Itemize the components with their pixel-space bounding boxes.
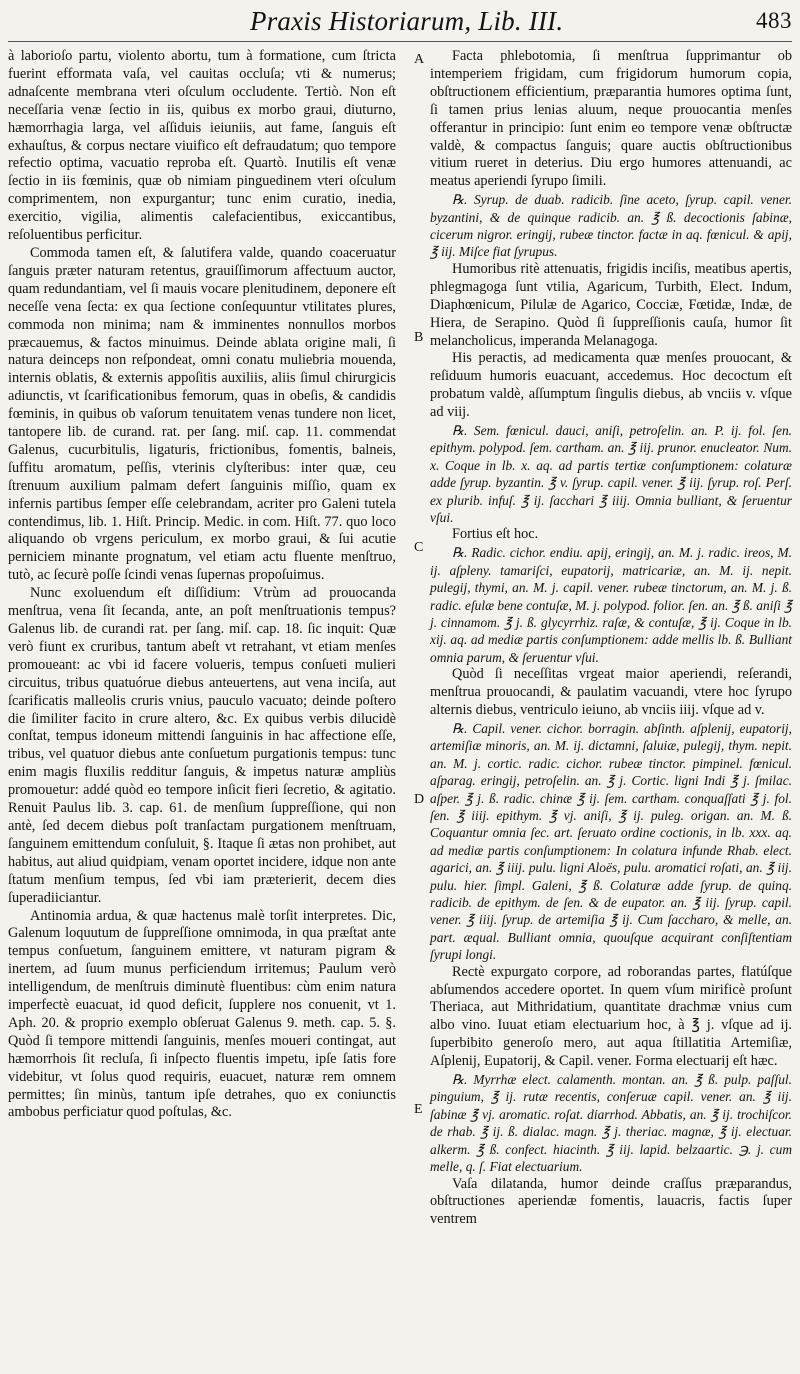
recipe-paragraph: ℞. Myrrhæ elect. calamenth. montan. an. ℥ ß. pulp. paſſul. pinguium, ℥ ij. rutæ recentis, conſeruæ capil. vener. an. ℥ iij. ſabinæ ℥ vj. aromatic. roſat. diarrhod. Abbatis, an. ℥ ij. trochiſcor. de rhab. ℥ ij. ß. dialac. magn. ℥ j. theriac. magnæ, ℥ ij. electuar. alkerm. ℥ ß. confect. hiacinth. ℥ iij. lapid. belzaartic. ℈. j. cum melle, q. ſ. Fiat electuarium. [430, 1072, 792, 1175]
left-column [8, 48, 396, 1122]
paragraph: Humoribus ritè attenuatis, frigidis inciſis, meatibus apertis, phlegmagoga ſunt vtilia, Agaricum, Turbith, Elect. Indum, Diaphœnicum, Pilulæ de Agarico, Cocciæ, Fœtidæ, Indæ, de Hiera, de Serapino. Quòd ſi ſuppreſſionis cauſa, humor ſit melancholicus, imperanda Melanagoga. [430, 260, 792, 349]
paragraph: Antinomia ardua, & quæ hactenus malè torſit interpretes. Dic, Galenum loquutum de ſuppreſſione omnimoda, in qua præſtat ante tempus conſuetum, ſanguinem emittere, vt naturam pigram & inertem, ad ſuum munus perficiendum irritemus; Paulum verò intelligendum, de menſtruis diminutè fluentibus: cùm enim natura imperfectè euacuat, id quod deficit, ſupplere nos conuenit, vt 1. Aph. 20. & proprio exemplo obſeruat Galenus 9. meth. cap. 5. §. Quòd ſi tempore mittendi ſanguinis, menſes moueri contingat, aut hæmorrhois ſit recluſa, ſi inſpecto fluentis impetu, ipſe ſatis fore videbitur, vt ſolus quod requiris, euacuet, naturæ rem omnem permittes; ſin minùs, tantum ipſe detrahes, quo ex coniunctis ambobus perficiatur quod poſtulas, &c. [8, 907, 396, 1121]
page-header [0, 4, 800, 44]
paragraph: Rectè expurgato corpore, ad roborandas partes, flatúſque abſumendos accedere oportet. In quem vſum mirificè proſunt Theriaca, aut Mithridatium, quantitate drachmæ vnius cum albo vino. Iuuat etiam electuarium hoc, à ℥ j. vſque ad ij. ſuperbibito generoſo mero, aut aqua ſtillatitia Artemiſiæ, Aſplenij, Eupatorij, & Capil. vener. Forma electuarij eſt hæc. [430, 963, 792, 1070]
recipe-paragraph: ℞. Capil. vener. cichor. borragin. abſinth. aſplenij, eupatorij, artemiſiæ minoris, an. M. ij. dictamni, ſaluiæ, pulegij, thym. nepit. an. M. j. cortic. radic. cichor. rubeæ tinctor. pimpinel. fœnicul. aſparag. eringij, petroſelin. an. ℥ j. Cortic. ligni Indi ℥ j. ſmilac. aſper. ℥ j. ß. radic. chinæ ℥ ij. ſem. cartham. conquaſſati ℥ j. fol. ſen. ℥ iiij. epithym. ℥ vj. aniſi, ℥ ij. puleg. origan. an. M. ß. Coquantur omnia ſec. art. ſeruato ordine coctionis, in lb. xxx. aq. ad mediæ partis conſumptionem: In colatura infunde Rhab. elect. agarici, an. ℥ iiij. pulu. ligni Aloës, pulu. aromatici roſati, an. ℥ iij. pulu. hier. ſimpl. Galeni, ℥ ß. Colaturæ adde ſyrup. de quinq. radicib. de epithym. de ſen. & de eupator. an. ℥ iij. ſyrup. capil. vener. ℥ iiij. ſyrup. de artemiſia ℥ ij. Cum ſaccharo, & melle, an. part. æqual. Bulliant omnia, quouſque acquirant conſiſtentiam ſyrupi longi. [430, 720, 792, 963]
running-head: Praxis Historiarum, Lib. III. [250, 6, 564, 36]
paragraph: Vaſa dilatanda, humor deinde craſſus præparandus, obſtructiones aperiendæ fomentis, lauacris, factis ſuper ventrem [430, 1175, 792, 1228]
paragraph: Fortius eſt hoc. [452, 526, 539, 543]
paragraph: Nunc exoluendum eſt diſſidium: Vtrùm ad prouocanda menſtrua, vena ſit ſecanda, ante, an poſt menſtruationis tempus? Galenus lib. de curandi rat. per ſang. miſ. cap. 18. ſic inquit: Quæ verò fiunt ex cruribus, tantum abeſt vt retrahant, vt etiam menſes promoueant: ac vbi id facere volueris, tempus conſueti mulieri circuitus, tribus quatuórue diebus anteuertens, aut vena inciſa, aut ſcarificatis malleolis cruris vnius, pauculo vacuato; deinde poſtero die ſimiliter facito in crure altero, &c. Ex quibus verbis dilucidè conſtat, tempus idoneum mittendi ſanguinis in hac affectione eſſe, tribus, vel quatuor diebus ante conſuetum purgationis tempus: tunc enim magis fluxilis redditur ſanguis, & impetus naturæ ampliùs promouetur: addé quòd eo tempore inſicit fieri ſecretio, & agitatio. Renuit Paulus lib. 3. cap. 61. de menſium ſuppreſſione, qui non antè, ſed decem diebus poſt tranſactam purgationem menſtruam, ſanguinem emittendum conſuluit, §. Itaque ſi ætas non prohibet, aut habitus, aut aliud quidpiam, venam oportet incidere, idque non ante ſtatum menſium tempus, ſed vbi iam præterierit, decem dies ſuperadiiciantur. [8, 585, 396, 906]
right-column [430, 48, 792, 1229]
paragraph: à laborioſo partu, violento abortu, tum à formatione, cum ſtricta fuerint efformata vaſa, vel cauitas occluſa; vti & numerus; adnaſcente membrana vteri oſculum occludente. Tertiò. Non eſt neceſſaria venæ ſectio in iis, quibus ex morbo graui, diuturno, hæmorrhagia larga, vel aſſiduis ieiuniis, aut fame, ſanguis eſt exhauſtus, & corpus nectare viuifico eſt defraudatum; quo tempore refectio optima, vacuatio reproba eſt. Quartò. Inutilis eſt venæ ſectio in iis fœminis, quæ ob nimiam pinguedinem vteri oſculum comprimentem, non expurgantur; tunc enim curatio, inedia, exercitio, vigilia, alimentis calefacientibus, exiccantibus, reſoluentibus perficitur. [8, 48, 396, 244]
paragraph: Commoda tamen eſt, & ſalutifera valde, quando coaceruatur ſanguis præter naturam retentus, grauiſſimorum affectuum auctor, quam redundantiam, vel ſi mauis vocare plenitudinem, deponere eſt neceſſe vena ſecta: ex qua ſectione conſequuntur vtilitates plures, commoda non minima; nam & imminentes nonnullos morbos præcauemus, & factos minuimus. Deinde ablata origine mali, ſi natura deinceps non reſpondeat, omni conatu muliebria mouenda, internis oblatis, & externis appoſitis auxiliis, aliis ſimul chirurgicis adiunctis, vt ſcarificationibus femorum, quas in obeſis, & candidis fœminis, in quibus ob vaſorum tenuitatem venas tundere non licet, tantopere lib. de curand. rat. per ſang. miſ. cap. 11. commendat Galenus, cucurbitulis, ligaturis, frictionibus, fomentis, balneis, ſuffitu aromatum, peſſis, vterinis clyſteribus: inter quæ, ceu ſtrenuum auxilium palmam defert ſanguinis miſſio, quam ex infernis partibus ſemper eſſe celebrandam, acriter pro Galeni tutela contendimus, lib. 1. Hiſt. Princip. Medic. in com. Hiſt. 77. quo loco aliquando ob vrgens periculum, ex morbo graui, & ſui acutie perniciem minante prognatum, vel etiam actu fluente menſtruo, tutò, ac ſecurè poſſe ſcindi venas ſupernas propoſuimus. [8, 244, 396, 584]
marginal-letter-d: D [414, 792, 425, 807]
paragraph: Quòd ſi neceſſitas vrgeat maior aperiendi, reſerandi, menſtrua prouocandi, & paulatim vacuandi, vtere hoc ſyrupo alternis diebus, ventriculo ieiuno, ab vnciis iiij. vſque ad v. [430, 666, 792, 719]
paragraph: His peractis, ad medicamenta quæ menſes prouocant, & reſiduum humoris euacuant, accedemus. Hoc decoctum eſt probatum valdè, aſſumptum ſingulis diebus, ab vnciis v. vſque ad viij. [430, 350, 792, 421]
paragraph: Facta phlebotomia, ſi menſtrua ſupprimantur ob intemperiem frigidam, cum frigidorum humorum copia, obſtructionem efficientium, præparantia humores optima ſunt, ſi tamen prius lenias aluum, neque prouocantia menſes offerantur in principio: ſunt enim eo tempore venæ obſtructæ valdè, & compactus ſanguis; quare auctis obſtructionibus vitium rueret in deterius. Diu ergo humores attenuandi, ac meatus aperiendi ſyrupo ſimili. [430, 48, 792, 190]
marginal-letter-e: E [414, 1102, 423, 1117]
header-rule [8, 41, 792, 42]
page-number: 483 [756, 8, 792, 33]
marginal-letter-a: A [414, 52, 425, 67]
recipe-paragraph: ℞. Syrup. de duab. radicib. ſine aceto, ſyrup. capil. vener. byzantini, & de quinque radicib. an. ℥ ß. decoctionis ſabinæ, cicerum nigror. eringij, rubeæ tinctor. factæ in aq. fœnicul. & apij, ℥ iij. Miſce fiat ſyrupus. [430, 192, 792, 260]
marginal-letter-b: B [414, 330, 424, 345]
recipe-paragraph: ℞. Radic. cichor. endiu. apij, eringij, an. M. j. radic. ireos, M. ij. aſpleny. tamariſci, eupatorij, matricariæ, an. M. ij. nepit. pulegij, thymi, an. M. j. capil. vener. rubeæ tinctorum, an. M. j. ß. radic. eſulæ bene contuſæ, M. j. polypod. folior. ſen. an. ℥ ß. aniſi ℥ j. cinnamom. ℥ j. ß. glycyrrhiz. raſæ, & contuſæ, ℥ ij. Coque in lb. xij. aq. ad mediæ partis conſumptionem: adde mellis lb. ß. Bulliant omnia parum, & ſeruentur vſui. [430, 545, 792, 665]
marginal-letter-c: C [414, 540, 424, 555]
recipe-paragraph: ℞. Sem. fœnicul. dauci, aniſi, petroſelin. an. P. ij. fol. ſen. epithym. polypod. ſem. cartham. an. ℥ iij. prunor. enucleator. Num. x. Coque in lb. x. aq. ad partis tertiæ conſumptionem: colaturæ adde ſyrup. byzantin. ℥ v. ſyrup. capil. vener. ℥ iij. ſyrup. roſ. Perſ. ex plurib. infuſ. ℥ ij. ſacchari ℥ iiij. Omnia bulliant, & ſeruentur vſui. [430, 423, 792, 526]
